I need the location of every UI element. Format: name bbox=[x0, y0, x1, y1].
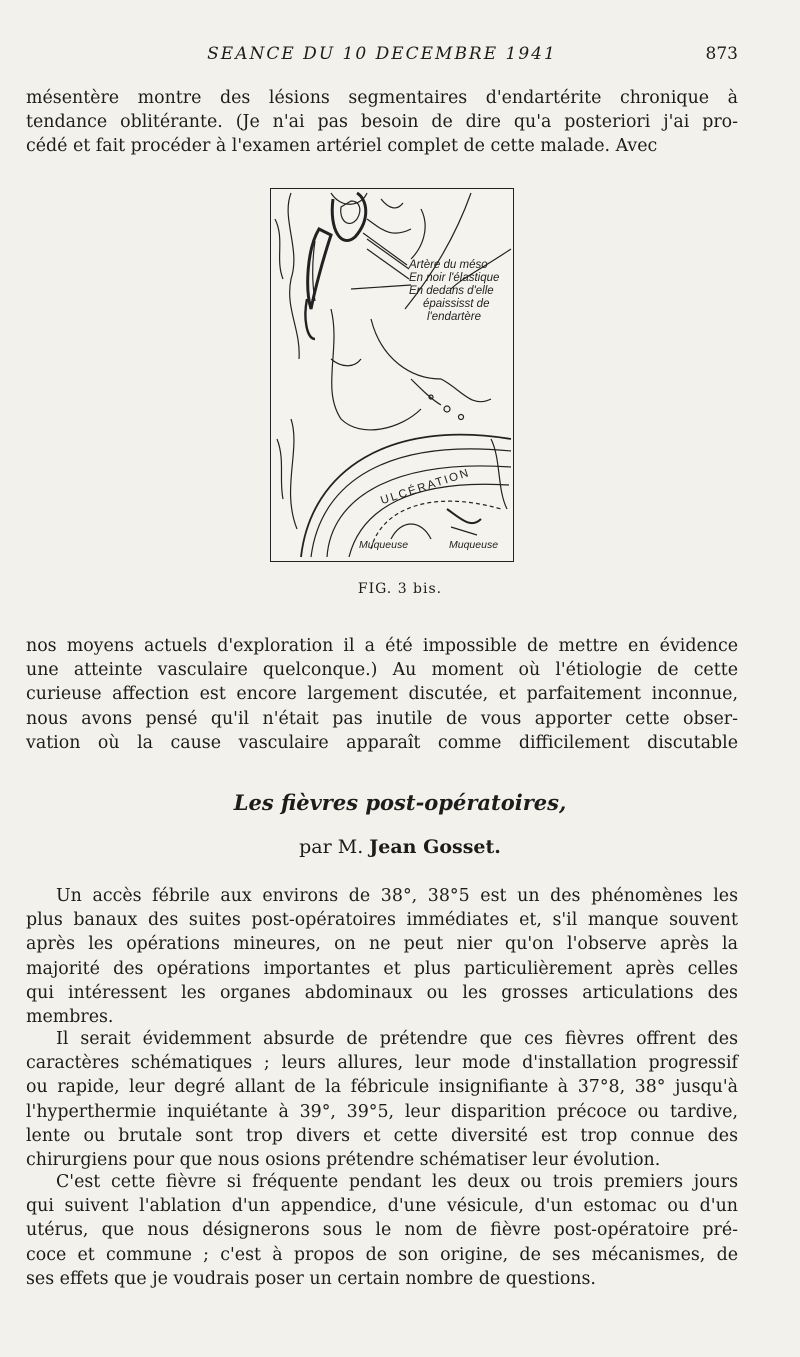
text-line: curieuse affection est encore largement discutée, et parfaitement inconnue, bbox=[26, 684, 738, 705]
body-paragraph-1 bbox=[26, 884, 738, 1029]
running-title: SEANCE DU 10 DECEMBRE 1941 bbox=[207, 44, 557, 64]
text-line: membres. bbox=[26, 1007, 114, 1028]
text-line: l'hyperthermie inquiétante à 39°, 39°5, leur disparition précoce ou tardive, bbox=[26, 1101, 738, 1122]
text-line: mésentère montre des lésions segmentaires d'endartérite chronique à bbox=[26, 88, 738, 108]
text-line: qui intéressent les organes abdominaux ou les grosses articulations des bbox=[26, 982, 738, 1003]
figure-caption: FIG. 3 bis. bbox=[357, 581, 443, 597]
text-line: ses effets que je voudrais poser un certain nombre de questions. bbox=[26, 1268, 596, 1289]
text-line: Un accès fébrile aux environs de 38°, 38°5 est un des phénomènes les bbox=[56, 886, 738, 906]
text-line: Il serait évidemment absurde de prétendre que ces fièvres offrent des bbox=[56, 1029, 738, 1049]
text-line: majorité des opérations importantes et plus particulièrement après celles bbox=[26, 958, 738, 979]
text-line: qui suivent l'ablation d'un appendice, d'une vésicule, d'un estomac ou d'un bbox=[26, 1196, 738, 1217]
paragraph-after-figure bbox=[26, 634, 738, 755]
byline bbox=[0, 836, 800, 858]
annotation-line: En dedans d'elle bbox=[409, 285, 494, 297]
ulceration-label: ULCÉRATION bbox=[379, 466, 472, 508]
annotation-line: Artère du méso bbox=[409, 259, 488, 271]
muqueuse-label-right: Muqueuse bbox=[449, 539, 499, 551]
text-line: tendance oblitérante. (Je n'ai pas besoin de dire qu'a posteriori j'ai pro- bbox=[26, 112, 738, 133]
muqueuse-label-left: Muqueuse bbox=[359, 539, 409, 551]
text-line: caractères schématiques ; leurs allures, leur mode d'installation progressif bbox=[26, 1053, 738, 1074]
byline-prefix: par M. bbox=[299, 836, 364, 858]
text-line: ou rapide, leur degré allant de la fébricule insignifiante à 37°8, 38° jusqu'à bbox=[26, 1077, 738, 1098]
annotation-line: épaississt de bbox=[423, 298, 490, 310]
author-name: Jean Gosset. bbox=[369, 836, 501, 858]
text-line: une atteinte vasculaire quelconque.) Au moment où l'étiologie de cette bbox=[26, 660, 738, 681]
text-line: plus banaux des suites post-opératoires immédiates et, s'il manque souvent bbox=[26, 910, 738, 931]
text-line: coce et commune ; c'est à propos de son origine, de ses mécanismes, de bbox=[26, 1244, 738, 1265]
page-number: 873 bbox=[705, 44, 738, 64]
text-line: chirurgiens pour que nous osions prétendre schématiser leur évolution. bbox=[26, 1150, 661, 1171]
text-line: nos moyens actuels d'exploration il a été impossible de mettre en évidence bbox=[26, 636, 738, 656]
annotation-line: l'endartère bbox=[427, 311, 481, 323]
text-line: vation où la cause vasculaire apparaît comme difficilement discutable bbox=[26, 732, 738, 753]
figure-histology-drawing bbox=[270, 188, 514, 562]
text-line: lente ou brutale sont trop divers et cette diversité est trop connue des bbox=[26, 1125, 738, 1146]
figure-annotation bbox=[409, 259, 509, 324]
text-line: utérus, que nous désignerons sous le nom de fièvre post-opératoire pré- bbox=[26, 1220, 738, 1241]
section-title: Les fièvres post-opératoires, bbox=[233, 790, 567, 815]
text-line: nous avons pensé qu'il n'était pas inutile de vous apporter cette obser- bbox=[26, 708, 738, 729]
body-paragraph-3 bbox=[26, 1170, 738, 1291]
annotation-line: En noir l'élastique bbox=[409, 272, 500, 284]
paragraph-top bbox=[26, 86, 738, 159]
text-line: après les opérations mineures, on ne peut nier qu'on l'observe après la bbox=[26, 934, 738, 955]
text-line: C'est cette fièvre si fréquente pendant les deux ou trois premiers jours bbox=[56, 1172, 738, 1192]
body-paragraph-2 bbox=[26, 1027, 738, 1172]
text-line: cédé et fait procéder à l'examen artériel complet de cette malade. Avec bbox=[26, 136, 658, 157]
